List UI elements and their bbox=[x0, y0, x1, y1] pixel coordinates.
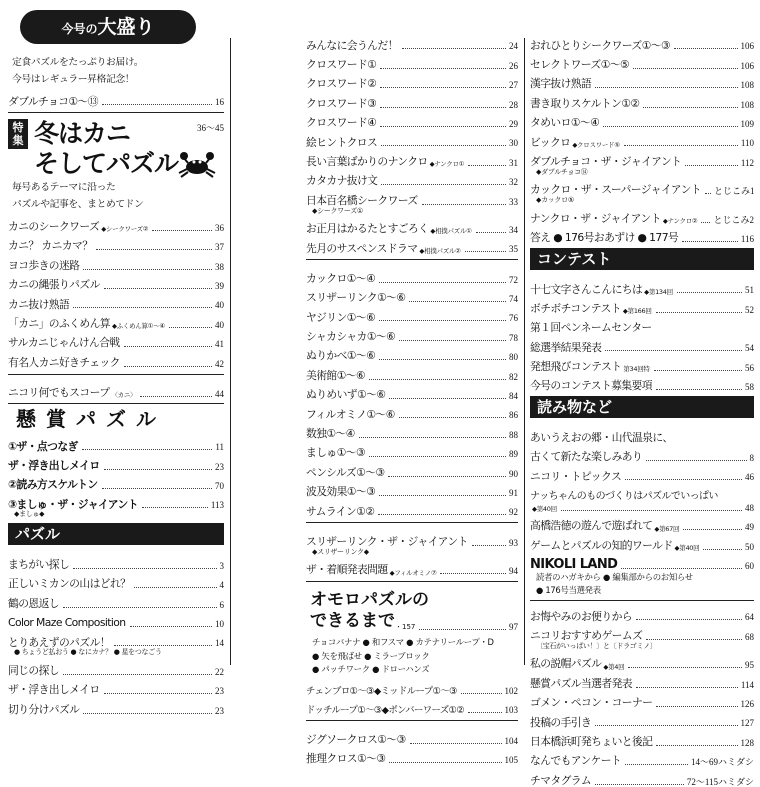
toc-entry[interactable]: ペンシルズ①〜③ 90 bbox=[306, 465, 518, 479]
section-heading-prize: 懸賞パズル bbox=[8, 403, 224, 433]
toc-entry[interactable]: あいうえおの郷・山代温泉に、 bbox=[530, 430, 673, 444]
toc-entry[interactable]: 今号のコンテスト募集要項 58 bbox=[530, 379, 754, 393]
feature-badge: 特集 bbox=[8, 119, 28, 149]
land-line: 読者のハガキから ● 編集部からのお知らせ bbox=[536, 571, 693, 582]
toc-entry[interactable]: できるまで ・157 97 bbox=[310, 611, 518, 633]
toc-entry[interactable]: ◆第40回 48 bbox=[532, 502, 754, 514]
column-left bbox=[8, 32, 224, 716]
toc-entry[interactable]: ニコリおすすめゲームズ 68 bbox=[530, 628, 754, 642]
toc-entry[interactable]: お悔やみのお便りから 64 bbox=[530, 609, 754, 623]
toc-entry[interactable]: お正月はかるたとすごろく ◆相撲パズル① 34 bbox=[306, 222, 518, 236]
toc-entry[interactable]: 数独①〜④ 88 bbox=[306, 427, 518, 441]
column-right bbox=[530, 32, 755, 787]
toc-entry[interactable]: まちがい探し 3 bbox=[8, 558, 224, 572]
column-divider bbox=[230, 38, 231, 665]
toc-entry[interactable]: ぬりかべ①〜⑥ 80 bbox=[306, 349, 518, 363]
toc-entry[interactable]: フィルオミノ①〜⑥ 86 bbox=[306, 407, 518, 421]
toc-note: ◆シークワーズ① bbox=[312, 206, 363, 215]
toc-entry[interactable]: クロスワード④ 29 bbox=[306, 116, 518, 130]
toc-entry[interactable]: セレクトワーズ①〜⑤ 106 bbox=[530, 57, 754, 71]
crab-icon bbox=[176, 149, 218, 179]
feature-title: そしてパズル bbox=[34, 149, 179, 179]
toc-entry[interactable]: とりあえずのパズル！ 14 bbox=[8, 635, 224, 649]
toc-entry[interactable]: タめいロ①〜④ 109 bbox=[530, 116, 754, 130]
divider bbox=[8, 112, 224, 113]
toc-entry[interactable]: 発想飛びコンテスト 第34回特 56 bbox=[530, 360, 754, 374]
toc-entry[interactable]: チェンブロ①〜③◆ミッドループ①〜③ 102 bbox=[306, 685, 518, 697]
toc-entry[interactable]: ビックロ ◆クロスワード⑤ 110 bbox=[530, 135, 754, 149]
toc-note: ◆カックロ⑤ bbox=[536, 196, 574, 205]
toc-entry[interactable]: 第１回ペンネームセンター bbox=[530, 321, 652, 335]
omoro-list: ● 矢を飛ばせ ● ミラーブロック bbox=[312, 650, 430, 661]
toc-entry[interactable]: ヨコ歩きの迷路 38 bbox=[8, 258, 224, 272]
toc-entry[interactable]: 十七文字さんこんにちは ◆第134回 51 bbox=[530, 282, 754, 296]
toc-entry[interactable]: 鶴の恩返し 6 bbox=[8, 596, 224, 610]
toc-entry[interactable]: 波及効果①〜③ 91 bbox=[306, 485, 518, 499]
toc-entry[interactable]: ドッチループ①〜③◆ボンバーワーズ①② 103 bbox=[306, 705, 518, 717]
toc-entry[interactable]: 答え ● 176号おあずけ ● 177号 116 bbox=[530, 231, 754, 245]
divider bbox=[306, 720, 518, 721]
intro-line: 定食パズルをたっぷりお届け。 bbox=[12, 57, 144, 68]
toc-entry[interactable]: ザ・着順発表問題 ◆フィルオミノ⑦ 94 bbox=[306, 563, 518, 577]
toc-note: ◆スリザーリンク◆ bbox=[312, 547, 369, 556]
toc-entry[interactable]: ゲームとパズルの知的ワールド ◆第40回 50 bbox=[530, 538, 754, 553]
divider bbox=[8, 374, 224, 375]
toc-entry[interactable]: ダブルチョコ①〜⑬ 16 bbox=[8, 94, 224, 108]
toc-entry[interactable]: Color Maze Composition 10 bbox=[8, 616, 224, 630]
toc-entry[interactable]: ③ましゅ・ザ・ジャイアント 113 bbox=[8, 497, 224, 511]
toc-entry[interactable]: サムライン①② 92 bbox=[306, 504, 518, 518]
toc-entry[interactable]: ニコリ何でもスコープ 〈カニ〉 44 bbox=[8, 386, 224, 400]
section-heading-puzzle: パズル bbox=[8, 523, 224, 545]
toc-note: ● ちょうど払おう ● なにカナ？ ● 星をつなごう bbox=[14, 648, 162, 657]
toc-entry[interactable]: 投稿の手引き 127 bbox=[530, 715, 754, 729]
section-heading-contest: コンテスト bbox=[530, 248, 754, 270]
toc-entry[interactable]: サルカニじゃんけん合戦 41 bbox=[8, 336, 224, 350]
toc-entry[interactable]: 同じの探し 22 bbox=[8, 664, 224, 678]
toc-entry[interactable]: カニ抜け熟語 40 bbox=[8, 297, 224, 311]
toc-entry[interactable]: ヤジリン①〜⑥ 76 bbox=[306, 310, 518, 324]
toc-entry[interactable]: 切り分けパズル 23 bbox=[8, 702, 224, 716]
toc-entry[interactable]: おれひとりシークワーズ①〜③ 106 bbox=[530, 38, 754, 52]
toc-note: 〔宝石がいっぱい！〕と〔ドラゴミノ〕 bbox=[536, 641, 657, 650]
divider bbox=[530, 600, 754, 601]
toc-entry[interactable]: クロスワード② 27 bbox=[306, 77, 518, 91]
toc-entry[interactable]: 美術館①〜⑥ 82 bbox=[306, 368, 518, 382]
toc-entry[interactable]: 私の説帽パズル ◆第4回 95 bbox=[530, 657, 754, 671]
toc-entry[interactable]: 推理クロス①〜③ 105 bbox=[306, 752, 518, 766]
toc-entry[interactable]: ジグソークロス①〜③ 104 bbox=[306, 733, 518, 747]
omoro-list: チョコバナナ ● 和フスマ ● カテナリーループ・D bbox=[312, 637, 494, 648]
toc-entry[interactable]: チマタグラム 72〜115ハミダシ bbox=[530, 773, 754, 787]
toc-entry[interactable]: 懸賞パズル当選者発表 114 bbox=[530, 676, 754, 690]
toc-entry[interactable]: 日本百名橋シークワーズ 33 bbox=[306, 193, 518, 207]
toc-entry[interactable]: カックロ①〜④ 72 bbox=[306, 271, 518, 285]
toc-entry[interactable]: 絵ヒントクロス 30 bbox=[306, 135, 518, 149]
feature-desc: パズルや記事を、まとめてドン bbox=[12, 199, 144, 211]
toc-entry[interactable]: カニの縄張りパズル 39 bbox=[8, 278, 224, 292]
toc-note: ◆ダブルチョコ⑭ bbox=[536, 167, 588, 176]
toc-entry[interactable]: スリザーリンク・ザ・ジャイアント 93 bbox=[306, 534, 518, 548]
page-range: 36〜45 bbox=[196, 123, 224, 134]
omoro-list: ● パッチワーク ● ドローハンズ bbox=[312, 664, 430, 675]
divider bbox=[306, 522, 518, 523]
toc-entry[interactable]: 「カニ」のふくめん算 ◆ふくめん算①〜④ 40 bbox=[8, 316, 224, 331]
feature-omoro-title: オモロパズルの bbox=[310, 590, 429, 611]
column-divider bbox=[524, 38, 525, 665]
toc-entry[interactable]: クロスワード① 26 bbox=[306, 57, 518, 71]
toc-entry[interactable]: 長い言葉ばかりのナンクロ ◆ナンクロ① 31 bbox=[306, 154, 518, 169]
feature-desc: 毎号あるテーマに沿った bbox=[12, 182, 116, 194]
toc-entry[interactable]: ザ・浮き出しメイロ 23 bbox=[8, 683, 224, 697]
toc-entry[interactable]: ゴメン・ペコン・コーナー 126 bbox=[530, 696, 754, 710]
toc-entry[interactable]: クロスワード③ 28 bbox=[306, 96, 518, 110]
feature-title: 冬はカニ bbox=[34, 119, 131, 149]
toc-entry[interactable]: ましゅ①〜③ 89 bbox=[306, 446, 518, 460]
toc-entry[interactable]: NIKOLI LAND 60 bbox=[530, 556, 754, 572]
toc-entry[interactable]: カニ？ カニカマ？ 37 bbox=[8, 239, 224, 253]
toc-entry[interactable]: 漢字抜け熟語 108 bbox=[530, 77, 754, 91]
toc-entry[interactable]: みんなに会うんだ！ 24 bbox=[306, 38, 518, 52]
toc-entry[interactable]: 先月のサスペンスドラマ ◆相撲パズル② 35 bbox=[306, 241, 518, 255]
toc-entry[interactable]: 古くて新たな楽しみあり 8 bbox=[530, 450, 754, 464]
toc-entry[interactable]: ボチボチコンテスト ◆第166回 52 bbox=[530, 301, 754, 316]
toc-entry[interactable]: ザ・浮き出しメイロ 23 bbox=[8, 458, 224, 472]
divider bbox=[306, 259, 518, 260]
toc-entry[interactable]: ナッちゃんのものづくりはパズルでいっぱい bbox=[530, 490, 718, 502]
intro-line: 今号はレギュラー昇格記念！ bbox=[12, 74, 135, 85]
feature-section bbox=[8, 119, 224, 179]
toc-entry[interactable]: 総選挙結果発表 54 bbox=[530, 340, 754, 354]
toc-entry[interactable]: なんでもアンケート 14〜69ハミダシ bbox=[530, 754, 754, 768]
toc-note: ◆ましゅ◆ bbox=[14, 510, 45, 519]
toc-entry[interactable]: スリザーリンク①〜⑥ 74 bbox=[306, 291, 518, 305]
toc-entry[interactable]: ダブルチョコ・ザ・ジャイアント 112 bbox=[530, 154, 754, 168]
toc-entry[interactable]: 日本橋浜町発ちょいと後記 128 bbox=[530, 734, 754, 748]
toc-entry[interactable]: 有名人カニ好きチェック 42 bbox=[8, 355, 224, 369]
toc-entry[interactable]: 正しいミカンの山はどれ？ 4 bbox=[8, 577, 224, 591]
toc-entry[interactable]: カックロ・ザ・スーパージャイアント とじこみ1 bbox=[530, 183, 755, 197]
toc-entry[interactable]: ナンクロ・ザ・ジャイアント ◆ナンクロ② とじこみ2 bbox=[530, 211, 754, 226]
toc-entry[interactable]: 書き取りスケルトン①② 108 bbox=[530, 96, 754, 110]
toc-entry[interactable]: ニコリ・トピックス 46 bbox=[530, 469, 754, 483]
toc-entry[interactable]: シャカシャカ①〜⑥ 78 bbox=[306, 330, 518, 344]
divider bbox=[306, 581, 518, 582]
toc-entry[interactable]: ②読み方スケルトン 70 bbox=[8, 478, 224, 492]
contents-title: 今号の大盛り bbox=[20, 10, 196, 44]
toc-entry[interactable]: 高橋浩徳の遊んで遊ばれて ◆第67回 49 bbox=[530, 519, 754, 533]
toc-entry[interactable]: ぬりめいず①〜⑥ 84 bbox=[306, 388, 518, 402]
section-heading-reading: 読み物など bbox=[530, 396, 754, 418]
toc-entry[interactable]: カニのシークワーズ ◆シークワーズ② 36 bbox=[8, 219, 224, 234]
land-line: ● 176号当選発表 bbox=[536, 585, 601, 596]
toc-entry[interactable]: カタカナ抜け文 32 bbox=[306, 174, 518, 188]
toc-entry[interactable]: ①ザ・点つなぎ 11 bbox=[8, 439, 224, 453]
column-middle bbox=[306, 32, 518, 766]
